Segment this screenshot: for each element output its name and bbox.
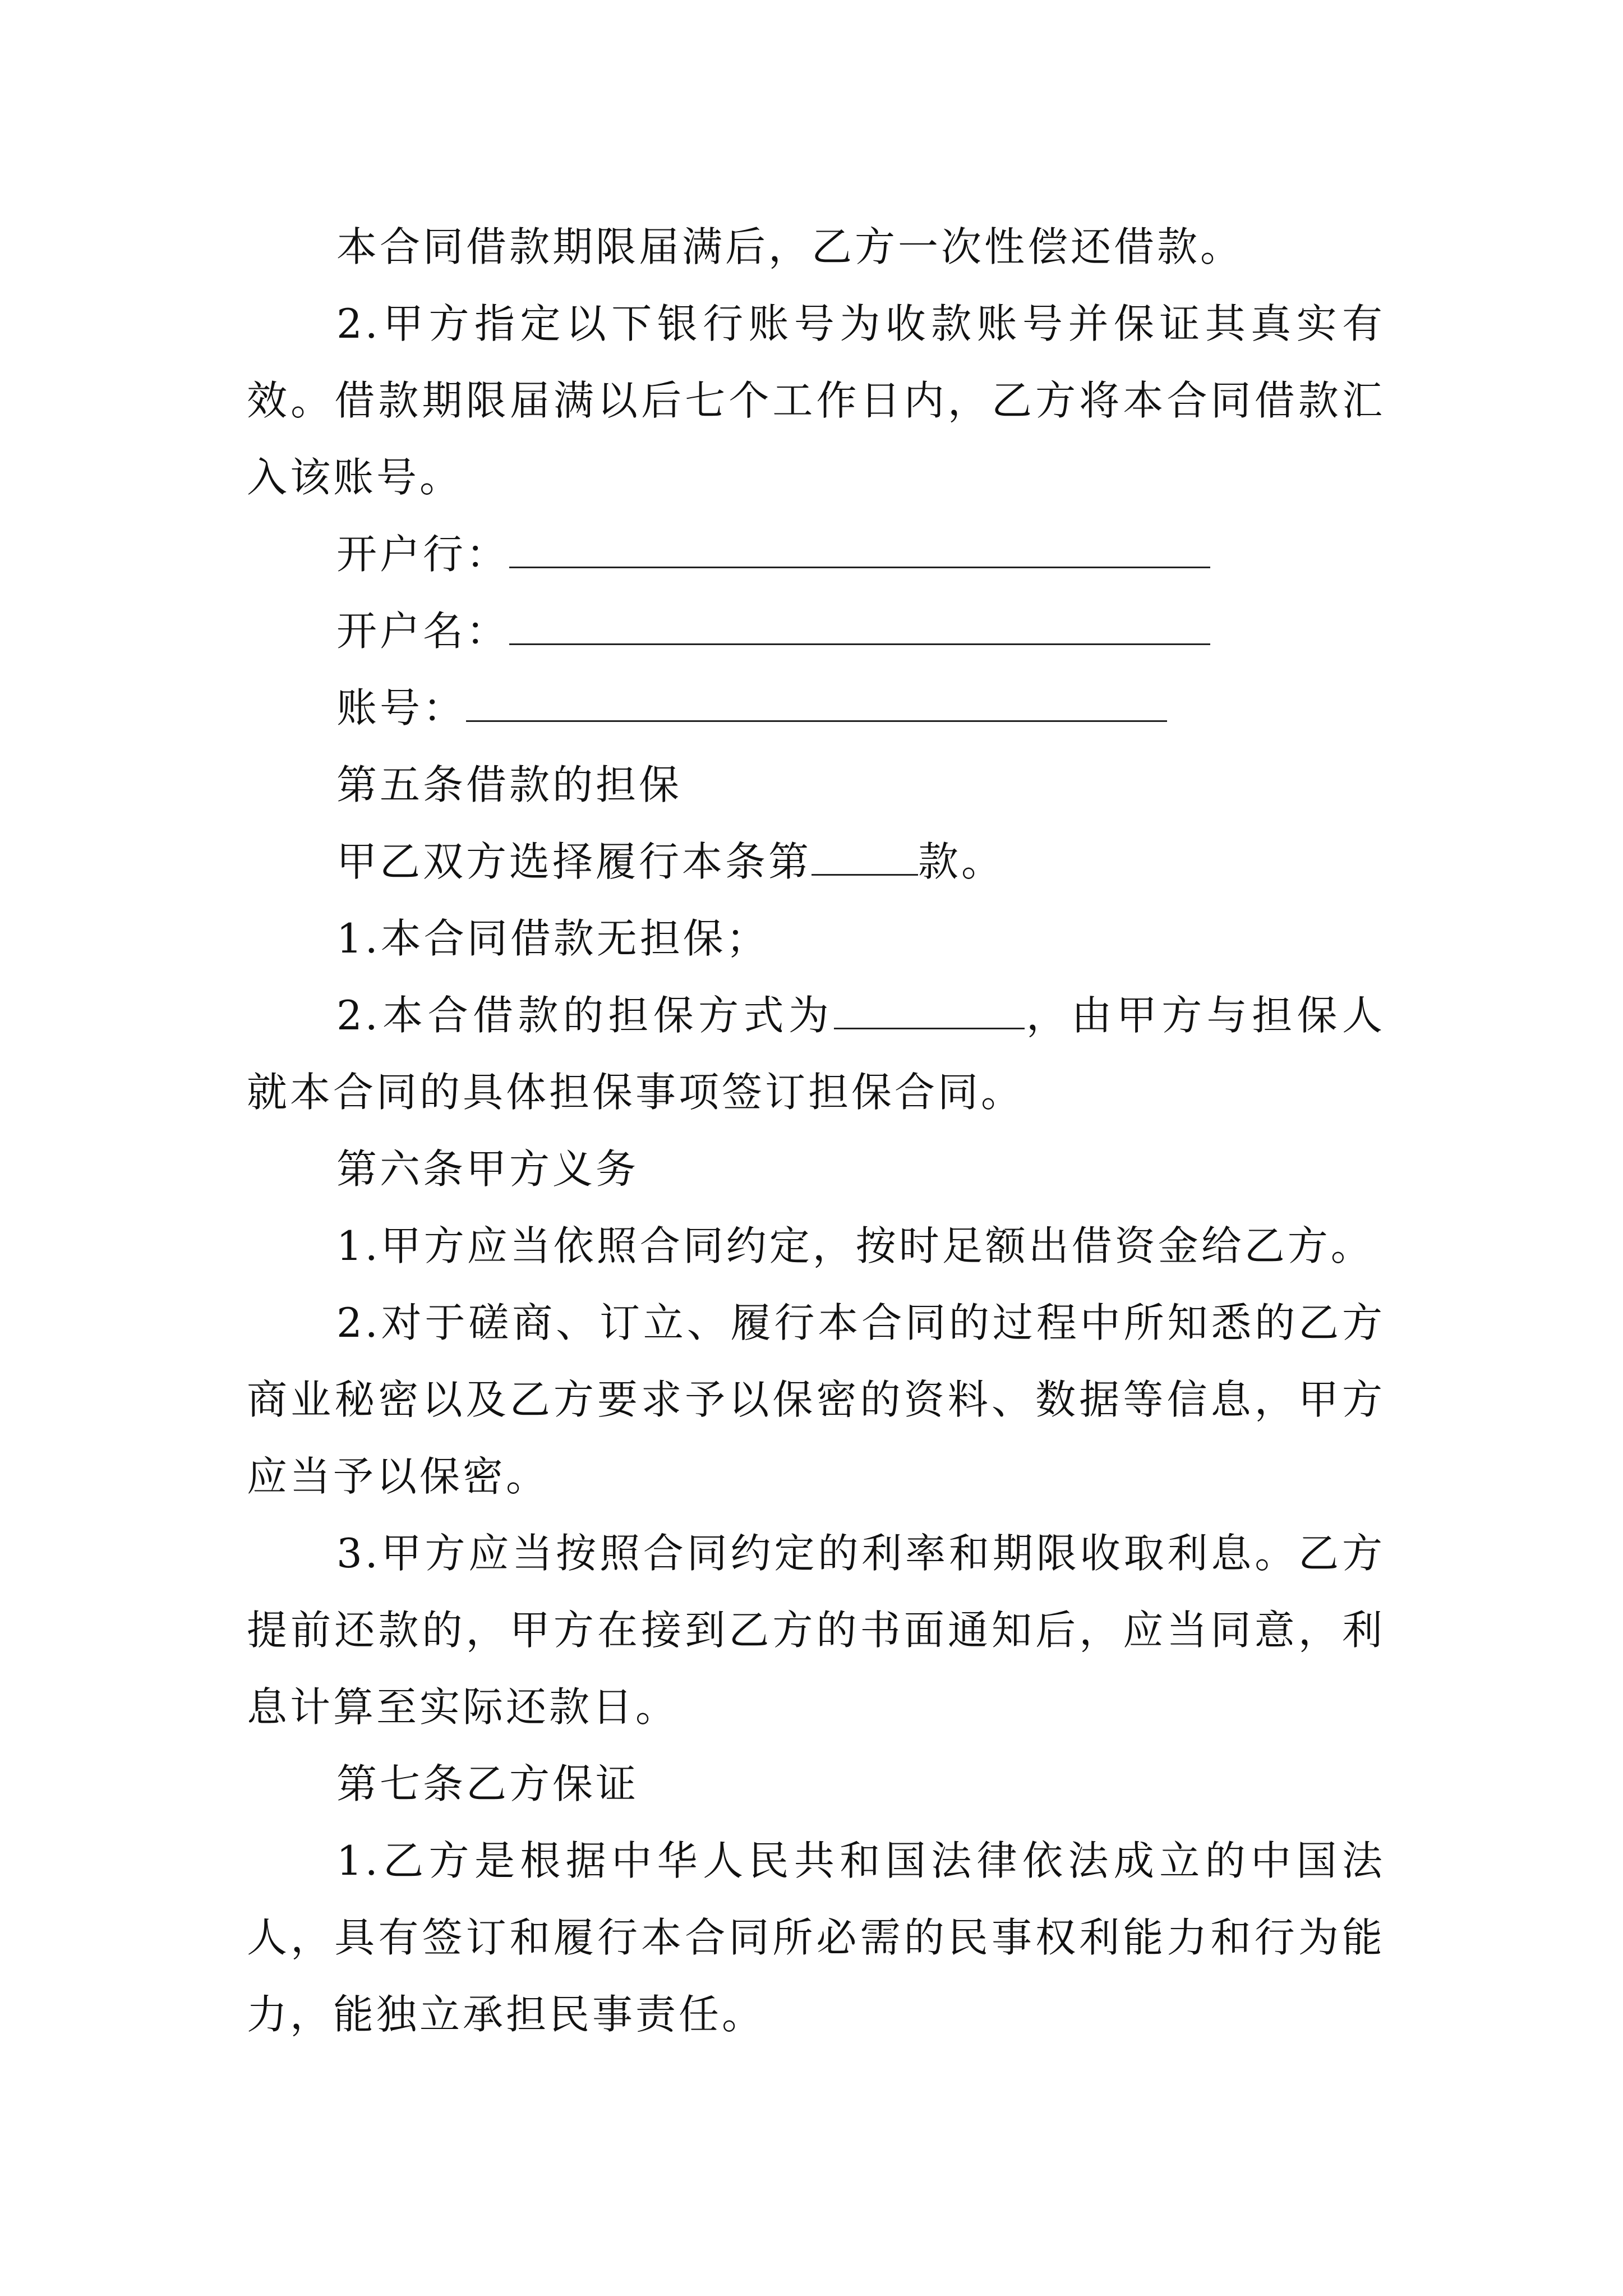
field-account-number [247,670,1385,747]
article6-item3: 3.甲方应当按照合同约定的利率和期限收取利息。乙方提前还款的，甲方在接到乙方的书面通知后，应当同意，利息计算至实际还款日。 [247,1530,1385,1731]
article5-item1: 1.本合同借款无担保； [336,915,769,962]
article5-item2-blank [834,994,1025,1029]
article5-choice [247,823,1385,900]
article5-choice-prefix: 甲乙双方选择履行本条第 [336,838,812,885]
article6-item2: 2.对于磋商、订立、履行本合同的过程中所知悉的乙方商业秘密以及乙方要求予以保密的资料、数据等信息，甲方应当予以保密。 [247,1299,1385,1500]
article5-choice-suffix: 款。 [918,838,1005,885]
article7-heading: 第七条乙方保证 [336,1760,639,1807]
article7-item1: 1.乙方是根据中华人民共和国法律依法成立的中国法人，具有签订和履行本合同所必需的民事权利能力和行为能力，能独立承担民事责任。 [247,1837,1385,2038]
field-bank-blank [509,533,1210,568]
article6-item1: 1.甲方应当依照合同约定，按时足额出借资金给乙方。 [336,1222,1374,1269]
field-account-name [247,593,1385,670]
field-account-name-blank [509,610,1210,645]
field-bank [247,516,1385,593]
field-account-number-label: 账号： [336,684,467,731]
document-body [247,209,1385,2053]
paragraph-repayment: 本合同借款期限届满后，乙方一次性偿还借款。 [336,223,1244,270]
field-bank-label: 开户行： [336,531,510,578]
field-account-number-blank [466,687,1167,722]
article6-heading: 第六条甲方义务 [336,1145,639,1193]
paragraph-bank-account: 2.甲方指定以下银行账号为收款账号并保证其真实有效。借款期限届满以后七个工作日内，乙方将本合同借款汇入该账号。 [247,300,1385,501]
article5-item2-suffix: ，由甲方与担保人就本合同的具体担保事项签订担保合同。 [247,992,1385,1116]
field-account-name-label: 开户名： [336,608,510,655]
article5-choice-blank [811,840,918,876]
article5-item2-prefix: 2.本合借款的担保方式为 [336,992,834,1039]
article5-heading: 第五条借款的担保 [336,761,683,808]
article5-item2 [247,977,1385,1131]
